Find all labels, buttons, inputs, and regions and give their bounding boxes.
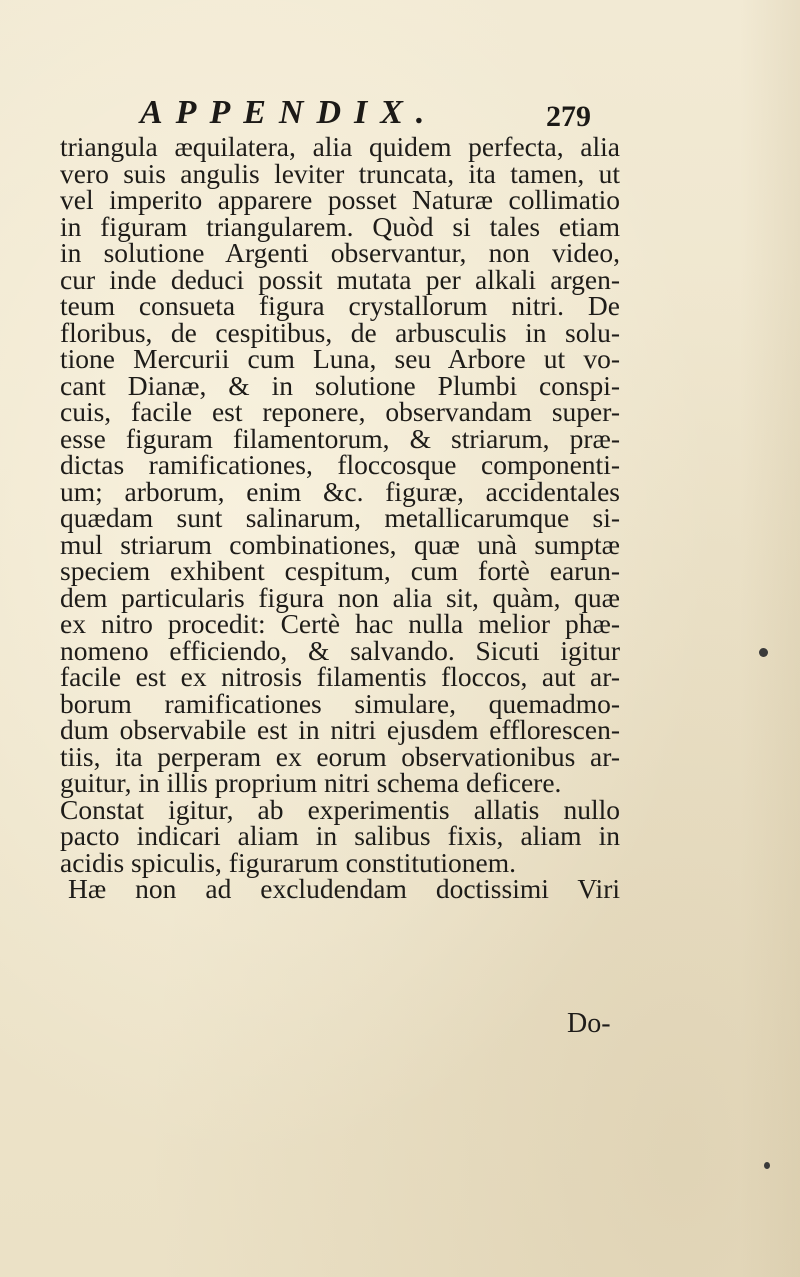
text-line: borum ramificationes simulare, quemadmo- (60, 687, 620, 719)
text-line: teum consueta figura crystallorum nitri. De (60, 290, 620, 321)
text-line: Constat igitur, ab experimentis allatis nullo (60, 793, 620, 825)
ink-spot (764, 1162, 770, 1169)
body-text (60, 131, 620, 904)
text-line: tione Mercurii cum Luna, seu Arbore ut vo- (60, 343, 620, 374)
text-line: tiis, ita perperam ex eorum observationibus ar- (60, 740, 620, 772)
text-line: nomeno efficiendo, & salvando. Sicuti igitur (60, 634, 620, 666)
text-line: in solutione Argenti observantur, non video, (60, 237, 620, 268)
text-line: cant Dianæ, & in solutione Plumbi conspi- (60, 369, 620, 401)
text-line: guitur, in illis proprium nitri schema deficere. (60, 767, 562, 798)
text-line: dictas ramificationes, floccosque componenti- (60, 449, 620, 480)
text-line: vero suis angulis leviter truncata, ita tamen, ut (60, 157, 620, 189)
text-line: cuis, facile est reponere, observandam super- (60, 396, 620, 427)
text-line: in figuram triangularem. Quòd si tales etiam (60, 210, 620, 242)
text-line: pacto indicari aliam in salibus fixis, aliam in (60, 820, 620, 851)
ink-spot (759, 648, 768, 657)
text-line: Hæ non ad excludendam doctissimi Viri (68, 873, 620, 904)
text-line: vel imperito apparere posset Naturæ collimatio (60, 184, 620, 215)
text-line: cur inde deduci possit mutata per alkali argen- (60, 263, 620, 295)
running-head: APPENDIX. (140, 94, 438, 131)
text-line: um; arborum, enim &c. figuræ, accidentales (60, 475, 620, 507)
text-line: dum observabile est in nitri ejusdem efflorescen- (60, 714, 620, 745)
text-line: dem particularis figura non alia sit, quàm, quæ (60, 581, 620, 613)
text-line: triangula æquilatera, alia quidem perfecta, alia (60, 131, 620, 162)
catchword: Do- (567, 1008, 611, 1039)
text-line: floribus, de cespitibus, de arbusculis in solu- (60, 316, 620, 348)
text-line: esse figuram filamentorum, & striarum, præ- (60, 422, 620, 454)
page-number: 279 (546, 100, 591, 133)
text-line: mul striarum combinationes, quæ unà sumptæ (60, 528, 620, 560)
page-edge-shading (740, 0, 800, 1277)
page-header (118, 94, 638, 134)
text-line: acidis spiculis, figurarum constitutionem. (60, 846, 516, 878)
text-line: quædam sunt salinarum, metallicarumque si- (60, 502, 620, 533)
text-line: speciem exhibent cespitum, cum fortè earun- (60, 555, 620, 586)
text-line: ex nitro procedit: Certè hac nulla melior phæ- (60, 608, 620, 639)
text-line: facile est ex nitrosis filamentis floccos, aut ar- (60, 661, 620, 692)
